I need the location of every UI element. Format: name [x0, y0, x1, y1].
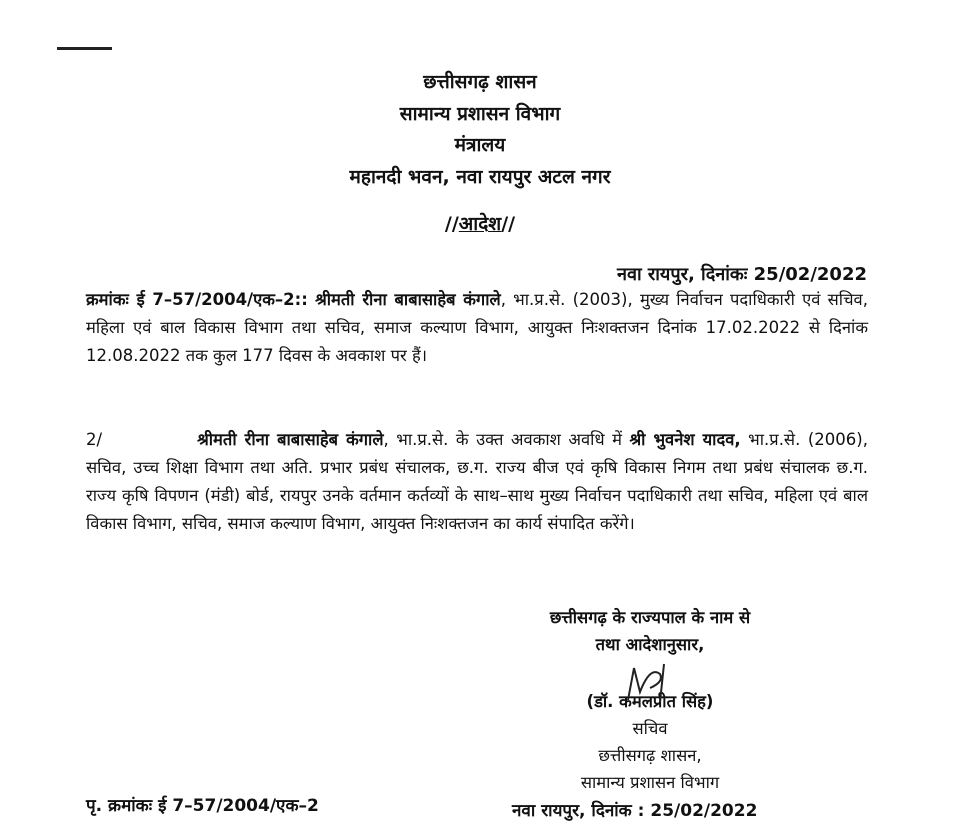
replacement-officer-name: श्री भुवनेश यादव, [629, 430, 741, 449]
header-ministry: मंत्रालय [454, 134, 506, 156]
paragraph-2-text-2: भा.प्र.से. (2006), सचिव, उच्च शिक्षा विभाग तथा अति. प्रभार प्रबंध संचालक, छ.ग. राज्य बीज एवं कृषि विकास निगम तथा प्रबंध संचालक छ.ग. राज्य कृषि विपणन (मंडी) बोर्ड, रायपुर उनके वर्तमान कर्तव्यों के साथ–साथ मुख्य निर्वाचन पदाधिकारी तथा सचिव, महिला एवं बाल विकास विभाग, सचिव, समाज कल्याण विभाग, आयुक्त निःशक्तजन का कार्य संपादित करेंगे। [86, 430, 868, 533]
paragraph-1 [86, 286, 868, 370]
endorsement-number: पृ. क्रमांकः ई 7–57/2004/एक–2 [86, 796, 319, 816]
title-prefix: // [444, 213, 459, 235]
signature-line-2: तथा आदेशानुसार, [595, 635, 705, 654]
signatory-designation: सचिव [632, 719, 668, 738]
officer-name: श्रीमती रीना बाबासाहेब कंगाले [197, 430, 384, 449]
signature-date: नवा रायपुर, दिनांक : 25/02/2022 [512, 801, 758, 821]
signatory-org-1: छत्तीसगढ़ शासन, [598, 746, 702, 765]
title-suffix: // [501, 213, 516, 235]
paragraph-number: 2/ [86, 430, 103, 449]
header-address: महानदी भवन, नवा रायपुर अटल नगर [349, 166, 611, 188]
signatory-org-2: सामान्य प्रशासन विभाग [580, 773, 720, 792]
paragraph-1-text: , भा.प्र.से. (2003), मुख्य निर्वाचन पदाधिकारी एवं सचिव, महिला एवं बाल विकास विभाग तथा सचिव, समाज कल्याण विभाग, आयुक्त निःशक्तजन दिनांक 17.02.2022 से दिनांक 12.08.2022 तक कुल 177 दिवस के अवकाश पर हैं। [86, 290, 868, 365]
order-date: नवा रायपुर, दिनांकः 25/02/2022 [616, 264, 867, 285]
header-department: सामान्य प्रशासन विभाग [399, 103, 561, 125]
header-government: छत्तीसगढ़ शासन [423, 71, 537, 93]
signatory-name: (डॉ. कमलप्रीत सिंह) [586, 692, 714, 711]
signature-line-1: छत्तीसगढ़ के राज्यपाल के नाम से [549, 608, 751, 627]
officer-name: श्रीमती रीना बाबासाहेब कंगाले [315, 290, 501, 309]
title-text: आदेश [458, 213, 502, 235]
top-dash-mark [57, 47, 112, 50]
paragraph-2 [86, 426, 868, 538]
order-title [380, 210, 580, 236]
handwritten-signature [620, 662, 680, 702]
paragraph-2-text-1: , भा.प्र.से. के उक्त अवकाश अवधि में [383, 430, 630, 449]
order-number: क्रमांकः ई 7–57/2004/एक–2:: [86, 290, 308, 309]
